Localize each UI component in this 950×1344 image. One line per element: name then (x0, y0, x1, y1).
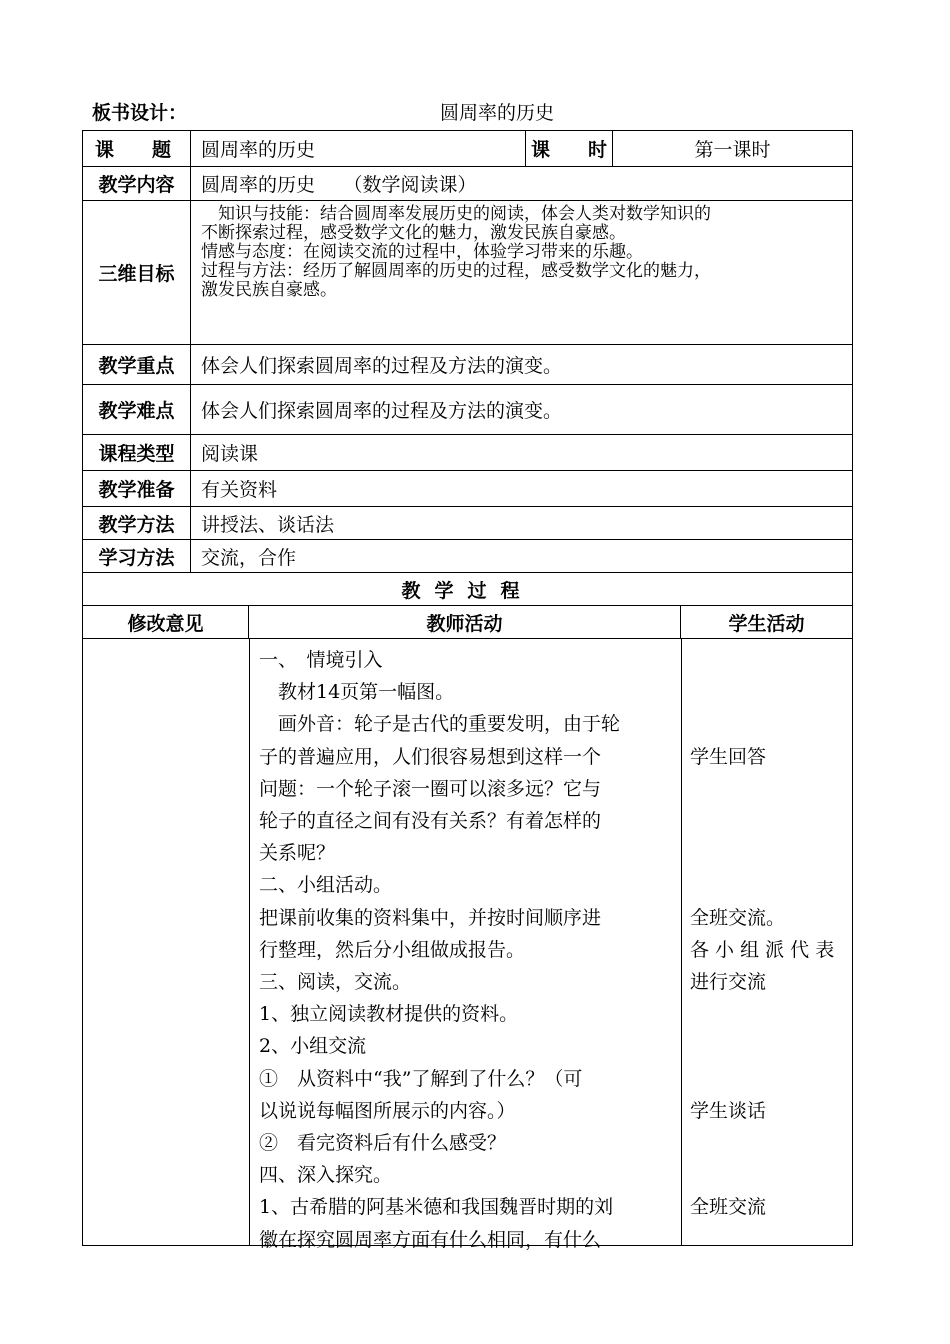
column-divider (681, 639, 682, 1245)
student-activity-note: 各 小 组 派 代 表 (690, 938, 835, 961)
lesson-plan-table (82, 130, 853, 1251)
period-label: 课 时 (526, 131, 613, 166)
study-method-label: 学习方法 (83, 540, 191, 572)
course-type-value: 阅读课 (201, 443, 259, 465)
teacher-activity-line: 2、小组交流 (259, 1035, 367, 1058)
goals-line: 激发民族自豪感。 (201, 280, 337, 300)
preparation-label: 教学准备 (83, 471, 191, 506)
goals-label: 三维目标 (83, 201, 191, 344)
teacher-activity-line: 关系呢？ (259, 842, 336, 865)
difficulty-label: 教学难点 (83, 385, 191, 434)
teaching-method-row (83, 507, 852, 540)
board-design-title: 圆周率的历史 (440, 102, 555, 124)
process-title: 教学过程 (83, 573, 852, 606)
goals-text (191, 201, 852, 344)
teaching-method-value: 讲授法、谈话法 (201, 513, 335, 536)
preparation-row (83, 471, 852, 507)
topic-row (83, 131, 852, 167)
process-header-row (83, 606, 852, 639)
revise-column-header: 修改意见 (83, 606, 249, 638)
difficulty-row (83, 385, 852, 435)
student-activity-note: 进行交流 (690, 971, 767, 993)
teacher-activity-line: 行整理，然后分小组做成报告。 (259, 938, 526, 961)
teacher-activity-line: ② 看完资料后有什么感受？ (259, 1132, 507, 1154)
teacher-column-header: 教师活动 (249, 606, 681, 638)
teacher-activity-line: 1、古希腊的阿基米德和我国魏晋时期的刘 (259, 1196, 614, 1219)
course-type-label: 课程类型 (83, 435, 191, 470)
goals-line: 不断探索过程，感受数学文化的魅力，激发民族自豪感。 (201, 223, 626, 243)
teacher-activity-line: ① 从资料中“我”了解到了什么？（可 (259, 1067, 583, 1090)
difficulty-value: 体会人们探索圆周率的过程及方法的演变。 (201, 400, 563, 422)
teacher-activity-line: 把课前收集的资料集中，并按时间顺序进 (259, 906, 602, 929)
course-type-row (83, 435, 852, 471)
teacher-activity-line: 以说说每幅图所展示的内容。） (259, 1099, 516, 1122)
teaching-method-label: 教学方法 (83, 507, 191, 539)
study-method-row (83, 540, 852, 573)
goals-line: 情感与态度：在阅读交流的过程中，体验学习带来的乐趣。 (201, 242, 643, 262)
goals-line: 知识与技能：结合圆周率发展历史的阅读，体会人类对数学知识的 (201, 204, 711, 224)
student-activity-note: 学生谈话 (690, 1099, 767, 1122)
teacher-activity-line: 三、阅读，交流。 (259, 971, 412, 993)
process-body (83, 639, 852, 1251)
teacher-activity-line: 问题：一个轮子滚一圈可以滚多远？它与 (259, 777, 602, 800)
topic-value: 圆周率的历史 (191, 131, 526, 166)
study-method-value: 交流，合作 (201, 546, 297, 569)
student-activity-note: 学生回答 (690, 745, 767, 768)
goals-row (83, 201, 852, 345)
teacher-activity-line: 1、独立阅读教材提供的资料。 (259, 1003, 519, 1026)
key-point-label: 教学重点 (83, 345, 191, 384)
student-activity-note: 全班交流 (690, 1196, 767, 1219)
goals-line: 过程与方法：经历了解圆周率的历史的过程，感受数学文化的魅力， (201, 261, 711, 281)
topic-label: 课 题 (83, 131, 191, 166)
key-point-value: 体会人们探索圆周率的过程及方法的演变。 (201, 355, 563, 377)
period-value: 第一课时 (694, 139, 771, 161)
teacher-activity-line: 画外音：轮子是古代的重要发明，由于轮 (259, 713, 621, 736)
teacher-activity-line: 一、 情境引入 (259, 649, 383, 671)
board-design-label: 板书设计： (92, 102, 188, 124)
student-activity-note: 全班交流。 (690, 906, 786, 929)
content-value: 圆周率的历史 （数学阅读课） (201, 174, 477, 196)
teacher-activity-line: 四、深入探究。 (259, 1164, 393, 1187)
content-label: 教学内容 (83, 167, 191, 200)
content-row (83, 167, 852, 201)
column-divider (249, 639, 250, 1245)
teacher-activity-line: 教材14页第一幅图。 (259, 681, 455, 704)
key-point-row (83, 345, 852, 385)
student-column-header: 学生活动 (728, 612, 805, 635)
teacher-activity-line: 轮子的直径之间有没有关系？有着怎样的 (259, 810, 602, 832)
teacher-activity-line: 徽在探究圆周率方面有什么相同，有什么 (259, 1228, 602, 1251)
teacher-activity-line: 二、小组活动。 (259, 874, 393, 897)
teacher-activity-line: 子的普遍应用，人们很容易想到这样一个 (259, 745, 602, 768)
preparation-value: 有关资料 (201, 479, 278, 501)
